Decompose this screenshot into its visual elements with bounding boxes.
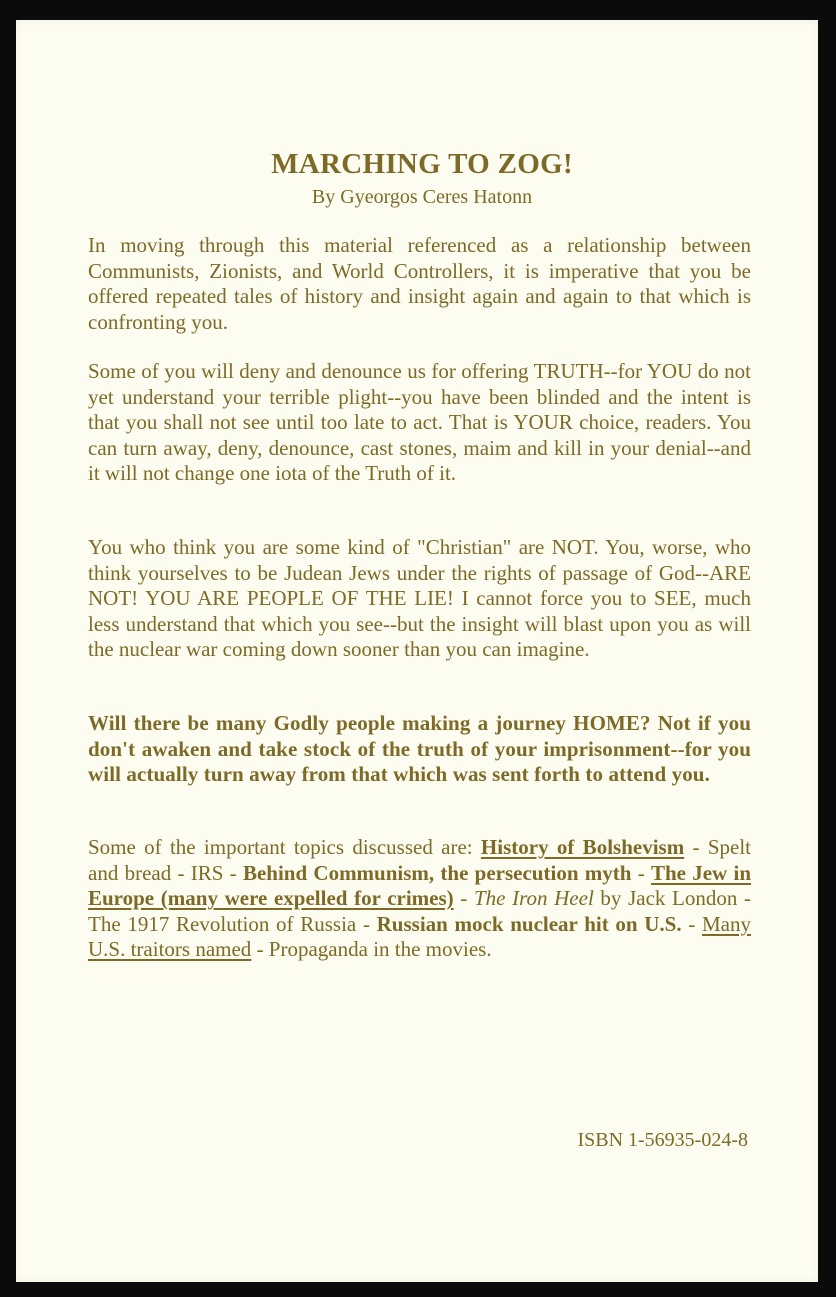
- paragraph-intro: In moving through this material referenced as a relationship between Communists, Zionists, and World Controllers, it is imperative that you be offered repeated tales of history and insight again and again to that which is confronting you.: [88, 233, 751, 334]
- topic-russian-mock-nuclear-hit: Russian mock nuclear hit on U.S.: [376, 911, 682, 936]
- paragraph-journey-home: Will there be many Godly people making a journey HOME? Not if you don't awaken and take stock of the truth of your imprisonment--for you will actually turn away from that which was sent forth to attend you.: [88, 711, 751, 787]
- topics-closing: - Propaganda in the movies.: [251, 937, 492, 962]
- paragraph-truth: Some of you will deny and denounce us for offering TRUTH--for YOU do not yet understand your terrible plight--you have been blinded and the intent is that you shall not see until too late to act. That is YOUR choice, readers. You can turn away, deny, denounce, cast stones, maim and kill in your denial--and it will not change one iota of the Truth of it.: [88, 359, 751, 486]
- topic-iron-heel: The Iron Heel: [473, 886, 594, 911]
- paragraph-christian: You who think you are some kind of "Christian" are NOT. You, worse, who think yourselves to be Judean Jews under the rights of passage of God--ARE NOT! YOU ARE PEOPLE OF THE LIE! I cannot force you to SEE, much less understand that which you see--but the insight will blast upon you as will the nuclear war coming down sooner than you can imagine.: [88, 535, 751, 662]
- topics-separator: -: [453, 886, 474, 911]
- back-cover-page: [16, 20, 818, 1282]
- author-line: By Gyeorgos Ceres Hatonn: [311, 186, 533, 208]
- topics-separator: -: [681, 911, 702, 936]
- book-title: MARCHING TO ZOG!: [271, 148, 573, 180]
- topics-separator: -: [631, 860, 651, 885]
- topics-intro: Some of the important topics discussed are:: [88, 835, 481, 859]
- topics-paragraph: [88, 835, 751, 963]
- topics-separator: - Spelt and bread - IRS -: [88, 835, 751, 885]
- topic-us-traitors-named: Many U.S. traitors named: [88, 911, 751, 962]
- isbn-number: ISBN 1-56935-024-8: [577, 1129, 748, 1151]
- topic-behind-communism: Behind Communism, the persecution myth: [242, 860, 632, 885]
- topic-history-of-bolshevism: History of Bolshevism: [480, 835, 685, 859]
- topics-separator: by Jack London - The 1917 Revolution of Russia -: [88, 886, 752, 936]
- topic-jew-in-europe: The Jew in Europe (many were expelled for crimes): [88, 860, 751, 911]
